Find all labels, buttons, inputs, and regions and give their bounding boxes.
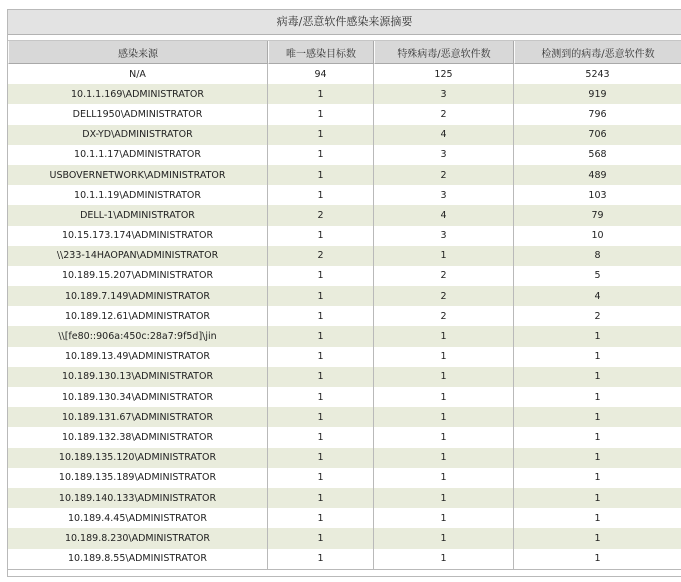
table-header-row <box>8 41 681 64</box>
column-header-unique-targets[interactable]: 唯一感染目标数 <box>268 41 374 64</box>
cell-detected-malware: 5 <box>514 266 681 286</box>
table-row <box>8 64 681 84</box>
table-row <box>8 306 681 326</box>
cell-detected-malware: 706 <box>514 125 681 145</box>
table-row <box>8 205 681 225</box>
cell-detected-malware: 1 <box>514 427 681 447</box>
cell-infection-source: 10.1.1.17\ADMINISTRATOR <box>8 145 268 165</box>
table-row <box>8 427 681 447</box>
cell-unique-malware: 3 <box>374 185 514 205</box>
cell-unique-targets: 1 <box>268 84 374 104</box>
cell-infection-source: 10.189.135.189\ADMINISTRATOR <box>8 468 268 488</box>
cell-infection-source: 10.189.13.49\ADMINISTRATOR <box>8 347 268 367</box>
cell-infection-source: 10.189.130.13\ADMINISTRATOR <box>8 367 268 387</box>
table-row <box>8 226 681 246</box>
cell-unique-targets: 1 <box>268 488 374 508</box>
cell-unique-malware: 3 <box>374 84 514 104</box>
cell-unique-targets: 1 <box>268 468 374 488</box>
cell-detected-malware: 489 <box>514 165 681 185</box>
table-row <box>8 104 681 124</box>
cell-unique-malware: 1 <box>374 246 514 266</box>
table-row <box>8 246 681 266</box>
cell-unique-targets: 1 <box>268 387 374 407</box>
column-header-infection-source[interactable]: 感染来源 <box>8 41 268 64</box>
cell-detected-malware: 79 <box>514 205 681 225</box>
cell-unique-malware: 1 <box>374 508 514 528</box>
cell-unique-targets: 1 <box>268 326 374 346</box>
cell-infection-source: 10.189.140.133\ADMINISTRATOR <box>8 488 268 508</box>
cell-infection-source: 10.1.1.19\ADMINISTRATOR <box>8 185 268 205</box>
cell-detected-malware: 1 <box>514 326 681 346</box>
cell-unique-malware: 3 <box>374 226 514 246</box>
cell-unique-targets: 1 <box>268 145 374 165</box>
cell-unique-malware: 1 <box>374 488 514 508</box>
cell-detected-malware: 1 <box>514 549 681 570</box>
cell-infection-source: DELL1950\ADMINISTRATOR <box>8 104 268 124</box>
cell-unique-malware: 1 <box>374 407 514 427</box>
cell-unique-malware: 2 <box>374 165 514 185</box>
cell-detected-malware: 4 <box>514 286 681 306</box>
cell-detected-malware: 568 <box>514 145 681 165</box>
cell-infection-source: 10.189.7.149\ADMINISTRATOR <box>8 286 268 306</box>
cell-unique-malware: 1 <box>374 468 514 488</box>
cell-detected-malware: 1 <box>514 387 681 407</box>
column-header-unique-malware[interactable]: 特殊病毒/恶意软件数 <box>374 41 514 64</box>
cell-unique-targets: 1 <box>268 125 374 145</box>
cell-infection-source: 10.15.173.174\ADMINISTRATOR <box>8 226 268 246</box>
cell-infection-source: 10.189.8.55\ADMINISTRATOR <box>8 549 268 570</box>
cell-unique-targets: 1 <box>268 528 374 548</box>
cell-detected-malware: 1 <box>514 508 681 528</box>
cell-detected-malware: 1 <box>514 347 681 367</box>
cell-unique-targets: 1 <box>268 286 374 306</box>
cell-unique-targets: 2 <box>268 205 374 225</box>
table-row <box>8 387 681 407</box>
cell-unique-targets: 1 <box>268 427 374 447</box>
cell-unique-targets: 1 <box>268 407 374 427</box>
cell-detected-malware: 8 <box>514 246 681 266</box>
table-row <box>8 266 681 286</box>
cell-infection-source: 10.189.4.45\ADMINISTRATOR <box>8 508 268 528</box>
cell-unique-malware: 1 <box>374 347 514 367</box>
cell-detected-malware: 1 <box>514 367 681 387</box>
cell-infection-source: 10.1.1.169\ADMINISTRATOR <box>8 84 268 104</box>
cell-unique-targets: 1 <box>268 185 374 205</box>
cell-detected-malware: 1 <box>514 407 681 427</box>
cell-infection-source: \\[fe80::906a:450c:28a7:9f5d]\jin <box>8 326 268 346</box>
table-row <box>8 468 681 488</box>
table-row <box>8 286 681 306</box>
cell-infection-source: USBOVERNETWORK\ADMINISTRATOR <box>8 165 268 185</box>
cell-unique-targets: 1 <box>268 508 374 528</box>
table-row <box>8 347 681 367</box>
cell-infection-source: 10.189.130.34\ADMINISTRATOR <box>8 387 268 407</box>
cell-unique-malware: 3 <box>374 145 514 165</box>
cell-unique-malware: 2 <box>374 306 514 326</box>
table-row <box>8 145 681 165</box>
report-title: 病毒/恶意软件感染来源摘要 <box>8 10 681 35</box>
cell-detected-malware: 796 <box>514 104 681 124</box>
cell-unique-malware: 1 <box>374 387 514 407</box>
table-row <box>8 549 681 570</box>
cell-unique-targets: 1 <box>268 226 374 246</box>
cell-unique-targets: 1 <box>268 306 374 326</box>
cell-unique-malware: 1 <box>374 427 514 447</box>
table-row <box>8 508 681 528</box>
table-row <box>8 165 681 185</box>
cell-detected-malware: 1 <box>514 448 681 468</box>
cell-unique-targets: 94 <box>268 64 374 84</box>
cell-unique-malware: 1 <box>374 549 514 570</box>
cell-detected-malware: 1 <box>514 468 681 488</box>
cell-detected-malware: 2 <box>514 306 681 326</box>
cell-infection-source: N/A <box>8 64 268 84</box>
cell-detected-malware: 919 <box>514 84 681 104</box>
table-row <box>8 185 681 205</box>
column-header-detected-malware[interactable]: 检测到的病毒/恶意软件数 <box>514 41 681 64</box>
cell-unique-malware: 4 <box>374 125 514 145</box>
cell-infection-source: 10.189.15.207\ADMINISTRATOR <box>8 266 268 286</box>
cell-unique-targets: 1 <box>268 347 374 367</box>
cell-unique-targets: 1 <box>268 549 374 570</box>
cell-unique-targets: 2 <box>268 246 374 266</box>
infection-source-table <box>8 41 681 570</box>
table-row <box>8 448 681 468</box>
table-row <box>8 528 681 548</box>
table-row <box>8 326 681 346</box>
cell-detected-malware: 1 <box>514 528 681 548</box>
cell-unique-malware: 2 <box>374 266 514 286</box>
cell-infection-source: 10.189.135.120\ADMINISTRATOR <box>8 448 268 468</box>
cell-infection-source: 10.189.8.230\ADMINISTRATOR <box>8 528 268 548</box>
cell-unique-malware: 1 <box>374 367 514 387</box>
cell-unique-targets: 1 <box>268 165 374 185</box>
cell-infection-source: 10.189.131.67\ADMINISTRATOR <box>8 407 268 427</box>
cell-infection-source: 10.189.132.38\ADMINISTRATOR <box>8 427 268 447</box>
table-row <box>8 488 681 508</box>
cell-detected-malware: 10 <box>514 226 681 246</box>
cell-unique-malware: 4 <box>374 205 514 225</box>
cell-unique-malware: 1 <box>374 448 514 468</box>
cell-unique-malware: 1 <box>374 326 514 346</box>
report-frame <box>7 9 681 577</box>
cell-unique-targets: 1 <box>268 448 374 468</box>
cell-infection-source: DELL-1\ADMINISTRATOR <box>8 205 268 225</box>
table-row <box>8 407 681 427</box>
cell-unique-malware: 125 <box>374 64 514 84</box>
cell-unique-targets: 1 <box>268 104 374 124</box>
table-body <box>8 64 681 570</box>
cell-unique-targets: 1 <box>268 367 374 387</box>
cell-infection-source: \\233-14HAOPAN\ADMINISTRATOR <box>8 246 268 266</box>
cell-unique-malware: 1 <box>374 528 514 548</box>
cell-detected-malware: 5243 <box>514 64 681 84</box>
cell-unique-targets: 1 <box>268 266 374 286</box>
table-row <box>8 125 681 145</box>
table-row <box>8 367 681 387</box>
cell-unique-malware: 2 <box>374 286 514 306</box>
cell-infection-source: 10.189.12.61\ADMINISTRATOR <box>8 306 268 326</box>
table-row <box>8 84 681 104</box>
cell-infection-source: DX-YD\ADMINISTRATOR <box>8 125 268 145</box>
cell-detected-malware: 103 <box>514 185 681 205</box>
cell-unique-malware: 2 <box>374 104 514 124</box>
cell-detected-malware: 1 <box>514 488 681 508</box>
